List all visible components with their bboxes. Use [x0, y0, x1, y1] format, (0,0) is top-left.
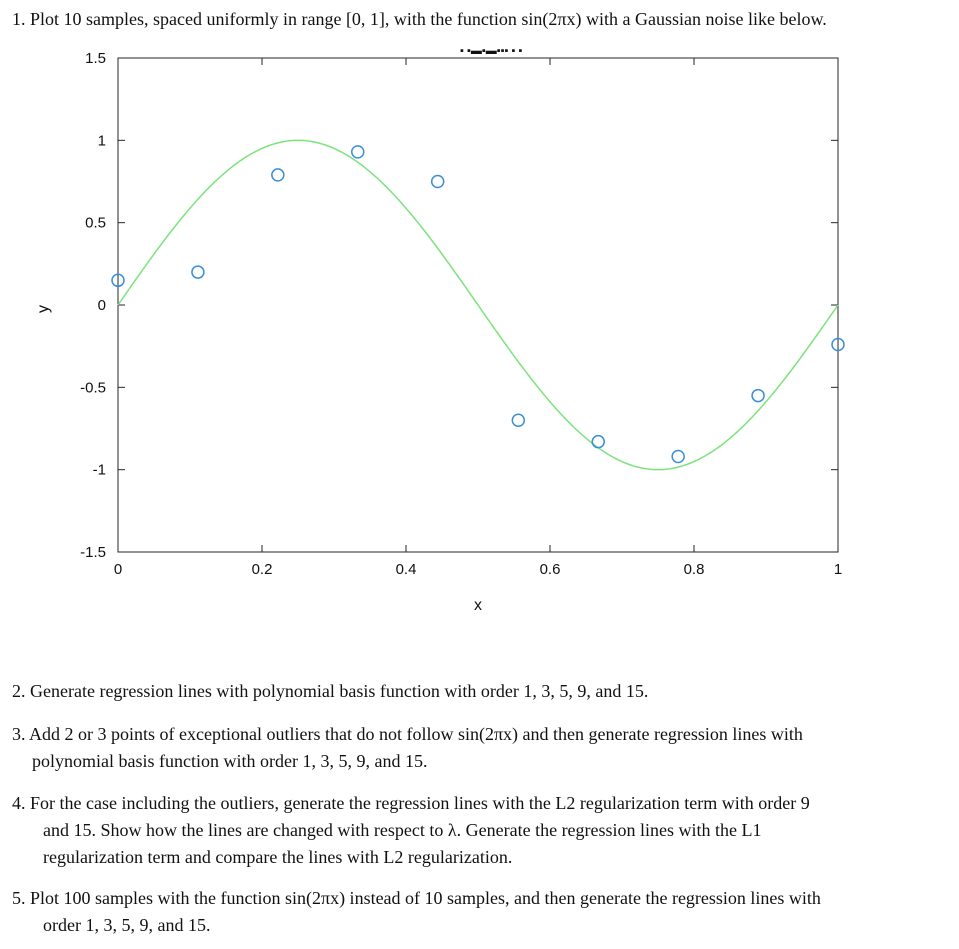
x-tick-label: 0.8 — [683, 561, 705, 578]
y-tick-label: 0 — [97, 297, 106, 314]
task-item-1-text: 1. Plot 10 samples, spaced uniformly in range [0, 1], with the function sin(2πx) with a Gaussian noise like below. — [12, 9, 827, 29]
y-tick-label: -1 — [92, 461, 106, 479]
task-item-2 — [12, 678, 947, 705]
task-item-1 — [12, 6, 952, 33]
x-tick-label: 0.4 — [395, 561, 417, 578]
task-item-4-line1: 4. For the case including the outliers, generate the regression lines with the L2 regularization term with order 9 — [12, 793, 810, 813]
x-tick-label: 0.2 — [251, 561, 273, 578]
y-tick-label: 1 — [97, 132, 106, 150]
task-item-3-line2: polynomial basis function with order 1, 3, 5, 9, and 15. — [32, 751, 428, 771]
task-item-2-text: 2. Generate regression lines with polynomial basis function with order 1, 3, 5, 9, and 15. — [12, 681, 649, 701]
y-tick-label: 0.5 — [85, 214, 106, 232]
task-item-4 — [12, 790, 947, 871]
task-item-5-line1: 5. Plot 100 samples with the function sin(2πx) instead of 10 samples, and then generate the regression lines with — [12, 888, 821, 908]
task-item-3-line1: 3. Add 2 or 3 points of exceptional outliers that do not follow sin(2πx) and then generate regression lines with — [12, 724, 803, 744]
x-tick-label: 1 — [833, 561, 843, 578]
task-item-4-line3: regularization term and compare the lines with L2 regularization. — [43, 847, 513, 867]
y-axis-label: y — [35, 305, 52, 313]
hidden-title-residue: ▪ ▪▬▪▬▪▪▪ ▪ ▪ — [460, 45, 523, 57]
x-tick-label: 0 — [113, 561, 123, 578]
x-tick-labels — [114, 561, 842, 578]
task-item-4-line2: and 15. Show how the lines are changed with respect to λ. Generate the regression lines with the L1 — [43, 820, 762, 840]
sine-noise-chart — [0, 40, 959, 630]
y-tick-label: 1.5 — [85, 50, 106, 67]
task-item-5 — [12, 885, 947, 939]
y-tick-label: -1.5 — [80, 544, 106, 561]
task-item-3 — [12, 721, 947, 775]
task-item-5-line2: order 1, 3, 5, 9, and 15. — [43, 915, 211, 935]
y-tick-label: -0.5 — [80, 379, 106, 397]
x-tick-label: 0.6 — [539, 561, 561, 578]
y-tick-labels — [80, 50, 106, 561]
x-axis-label: x — [474, 597, 482, 614]
